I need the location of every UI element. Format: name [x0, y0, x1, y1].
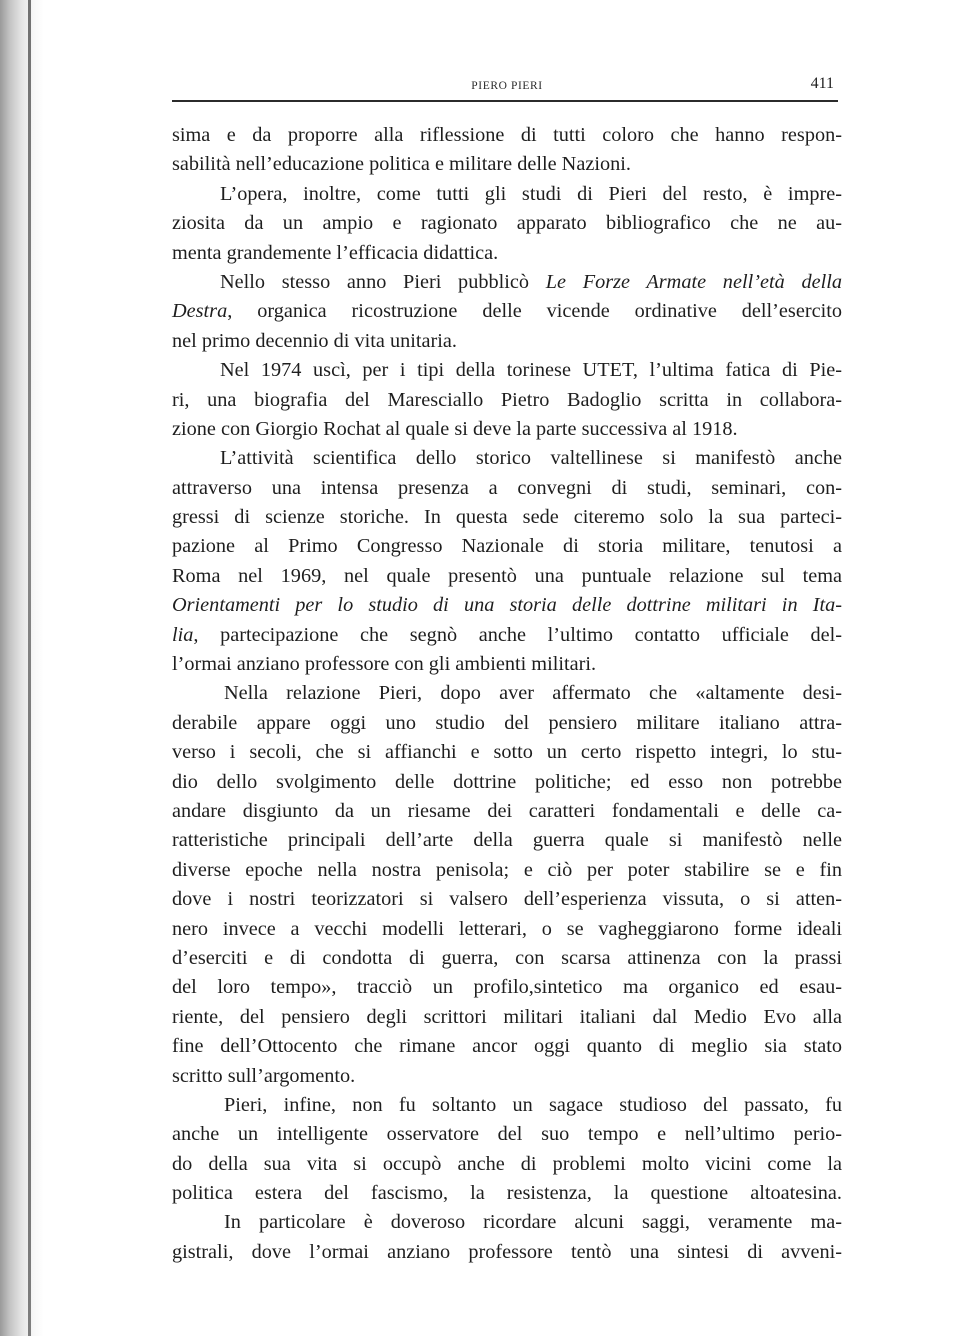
text-line: attraverso una intensa presenza a convegni di studi, seminari, con- — [172, 476, 842, 499]
text-line: l’ormai anziano professore con gli ambienti militari. — [172, 653, 597, 676]
text-line: pazione al Primo Congresso Nazionale di storia militare, tenutosi a — [172, 535, 842, 558]
text-line: derabile appare oggi uno studio del pensiero militare italiano attra- — [172, 711, 842, 734]
text-line: zione con Giorgio Rochat al quale si deve la parte successiva al 1918. — [172, 417, 738, 440]
text-run: , partecipazione che segnò anche l’ultimo contatto ufficiale del- — [193, 623, 842, 646]
text-line: politica estera del fascismo, la resistenza, la questione altoatesina. — [172, 1182, 842, 1205]
text-line: nel primo decennio di vita unitaria. — [172, 329, 457, 352]
text-line — [172, 621, 842, 650]
text-line: In particolare è doveroso ricordare alcuni saggi, veramente ma- — [224, 1211, 842, 1234]
text-line: diverse epoche nella nostra penisola; e ciò per poter stabilire se e fin — [172, 858, 842, 881]
text-line: L’opera, inoltre, come tutti gli studi di Pieri del resto, è impre- — [220, 182, 842, 205]
text-line: riente, del pensiero degli scrittori militari italiani dal Medio Evo alla — [172, 1005, 842, 1028]
text-line: scritto sull’argomento. — [172, 1064, 356, 1087]
text-line: sabilità nell’educazione politica e militare delle Nazioni. — [172, 153, 631, 176]
text-line: sima e da proporre alla riflessione di tutti coloro che hanno respon- — [172, 124, 842, 146]
text-line — [172, 297, 842, 326]
text-line: nero invece a vecchi modelli letterari, o se vagheggiarono forme ideali — [172, 917, 842, 940]
text-line: Roma nel 1969, nel quale presentò una puntuale relazione sul tema — [172, 564, 842, 587]
running-head: PIERO PIERI — [471, 80, 543, 92]
binding-edge — [28, 0, 31, 1336]
text-run: Nello stesso anno Pieri pubblicò — [220, 270, 546, 293]
text-line: menta grandemente l’efficacia didattica. — [172, 241, 499, 264]
text-line — [172, 268, 842, 297]
text-line: anche un intelligente osservatore del suo tempo e nell’ultimo perio- — [172, 1123, 842, 1146]
book-gutter-shadow — [0, 0, 44, 1336]
text-line: Nel 1974 uscì, per i tipi della torinese UTET, l’ultima fatica di Pie- — [220, 359, 842, 382]
text-line: dio dello svolgimento delle dottrine politiche; ed esso non potrebbe — [172, 770, 842, 793]
text-line: andare disgiunto da un riesame dei caratteri fondamentali e delle ca- — [172, 799, 842, 822]
text-line: d’eserciti e di condotta di guerra, con scarsa attinenza con la prassi — [172, 946, 842, 969]
body-text — [172, 121, 842, 1267]
text-line: gressi di scienze storiche. In questa sede citeremo solo la sua parteci- — [172, 506, 842, 529]
book-title: Le Forze Armate nell’età della — [545, 270, 842, 293]
text-line: gistrali, dove l’ormai anziano professore tentò una sintesi di avveni- — [172, 1240, 842, 1263]
text-line: ratteristiche principali dell’arte della guerra quale si manifestò nelle — [172, 829, 842, 852]
page-header — [172, 72, 842, 100]
header-rule — [172, 100, 838, 102]
text-line: fine dell’Ottocento che rimane ancor oggi quanto di meglio sia stato — [172, 1035, 842, 1058]
paper-title: lia — [172, 623, 194, 646]
text-line: verso i secoli, che si affianchi e sotto un certo rispetto integri, lo stu- — [172, 741, 842, 764]
text-line: ri, una biografia del Maresciallo Pietro Badoglio scritta in collabora- — [172, 388, 842, 411]
text-line: do della sua vita si occupò anche di problemi molto vicini come la — [172, 1152, 842, 1175]
page-number: 411 — [810, 75, 834, 92]
text-line: dove i nostri teorizzatori si valsero dell’esperienza vissuta, o si atten- — [172, 888, 842, 911]
text-line — [172, 591, 842, 620]
text-line: L’attività scientifica dello storico valtellinese si manifestò anche — [220, 447, 842, 470]
text-line: Nella relazione Pieri, dopo aver affermato che «altamente desi- — [224, 682, 842, 705]
book-title: Destra — [172, 300, 228, 323]
text-line: ziosita da un ampio e ragionato apparato bibliografico che ne au- — [172, 212, 842, 235]
paper-title: Orientamenti per lo studio di una storia delle dottrine militari in Ita- — [172, 594, 842, 617]
text-line: del loro tempo», tracciò un profilo,sintetico ma organico ed esau- — [172, 976, 842, 999]
text-line: Pieri, infine, non fu soltanto un sagace studioso del passato, fu — [224, 1093, 842, 1116]
text-run: , organica ricostruzione delle vicende ordinative dell’esercito — [227, 300, 842, 323]
